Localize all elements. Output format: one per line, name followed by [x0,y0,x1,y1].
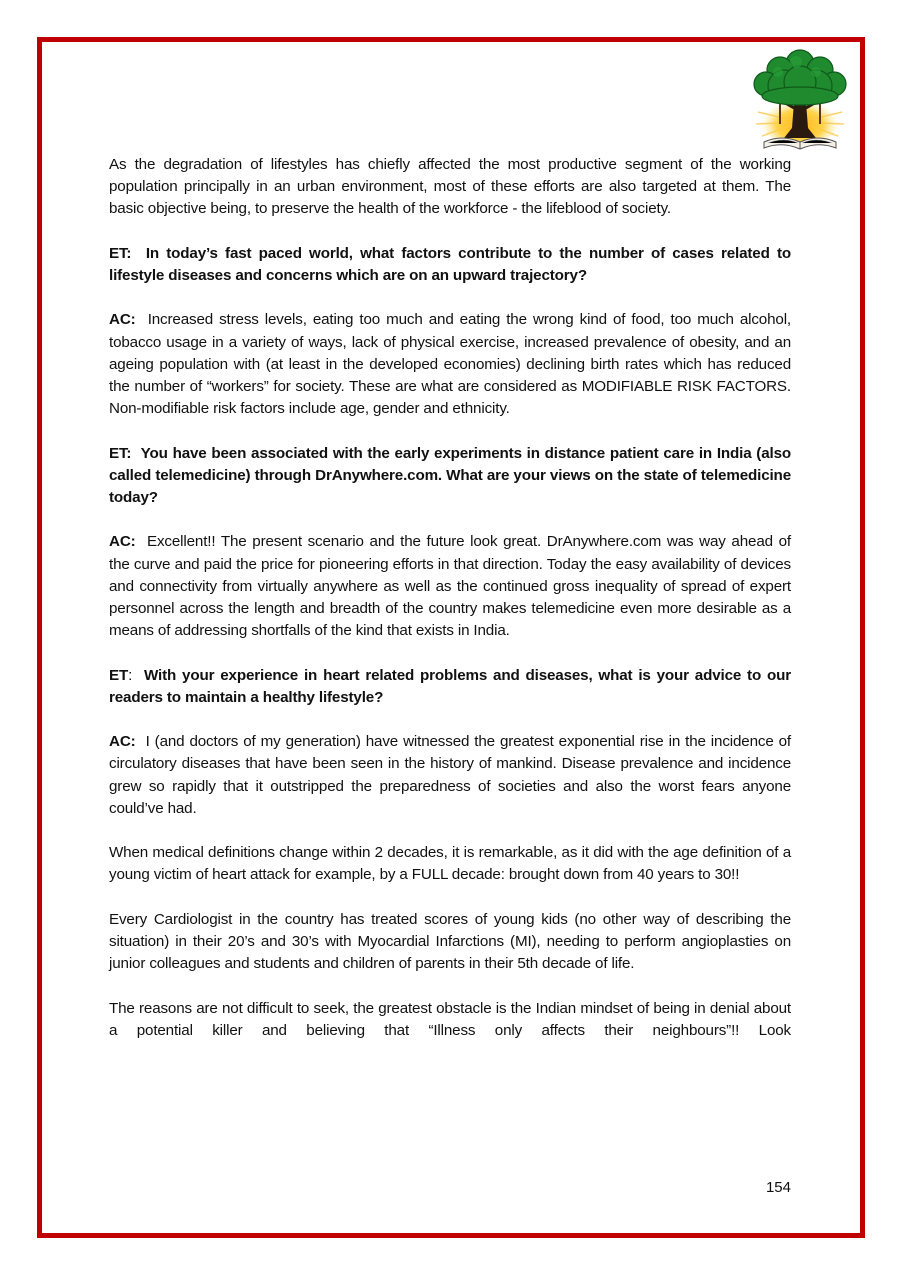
interviewer-label: ET [109,666,129,684]
article-body [109,154,791,1064]
label-colon: : [128,666,133,684]
tree-book-logo-icon [744,42,856,154]
interviewer-label: ET: [109,444,132,462]
page-number: 154 [765,1179,791,1196]
interview-answer [109,309,791,420]
interview-question [109,443,791,510]
respondent-label: AC: [109,533,136,551]
interview-question [109,243,791,287]
body-paragraph: The reasons are not difficult to seek, the greatest obstacle is the Indian mindset of being in denial about a potential killer and believing that “Illness only affects their neighbours”!! Look [109,999,791,1039]
respondent-label: AC: [109,733,136,751]
answer-text: Increased stress levels, eating too much and eating the wrong kind of food, too much alcohol, tobacco usage in a variety of ways, lack of physical exercise, increased prevalence of obesity, and an ageing population with (at least in the developed economies) declining birth rates which has reduced the number of “workers” for society. These are what are considered as MODIFIABLE RISK FACTORS. Non-modifiable risk factors include age, gender and ethnicity. [109,311,791,418]
respondent-label: AC: [109,311,136,329]
body-paragraph: Every Cardiologist in the country has treated scores of young kids (no other way of describing the situation) in their 20’s and 30’s with Myocardial Infarctions (MI), needing to perform angioplasties on junior colleagues and students and children of parents in their 5th decade of life. [109,910,791,973]
intro-paragraph: As the degradation of lifestyles has chiefly affected the most productive segment of the working population principally in an urban environment, most of these efforts are also targeted at them. The basic objective being, to preserve the health of the workforce - the lifeblood of society. [109,156,791,218]
interviewer-label: ET: [109,244,132,262]
answer-text: I (and doctors of my generation) have witnessed the greatest exponential rise in the incidence of circulatory diseases that have been seen in the history of mankind. Disease prevalence and incidence grew so rapidly that it outstripped the preparedness of societies and also the worst fears anyone could’ve had. [109,733,791,817]
interview-answer [109,531,791,642]
question-text: In today’s fast paced world, what factors contribute to the number of cases related to lifestyle diseases and concerns which are on an upward trajectory? [109,244,791,284]
interview-answer [109,731,791,820]
question-text: With your experience in heart related problems and diseases, what is your advice to our readers to maintain a healthy lifestyle? [109,666,791,706]
answer-text: Excellent!! The present scenario and the future look great. DrAnywhere.com was way ahead of the curve and paid the price for pioneering efforts in that direction. Today the easy availability of devices and connectivity from virtually anywhere as well as the continued gross inequality of spread of expert personnel across the length and breadth of the country makes telemedicine even more desirable as a means of addressing shortfalls of the kind that exists in India. [109,533,791,640]
body-paragraph: When medical definitions change within 2 decades, it is remarkable, as it did with the age definition of a young victim of heart attack for example, by a FULL decade: brought down from 40 years to 30!! [109,844,791,884]
interview-question [109,665,791,709]
question-text: You have been associated with the early experiments in distance patient care in India (also called telemedicine) through DrAnywhere.com. What are your views on the state of telemedicine today? [109,444,791,506]
